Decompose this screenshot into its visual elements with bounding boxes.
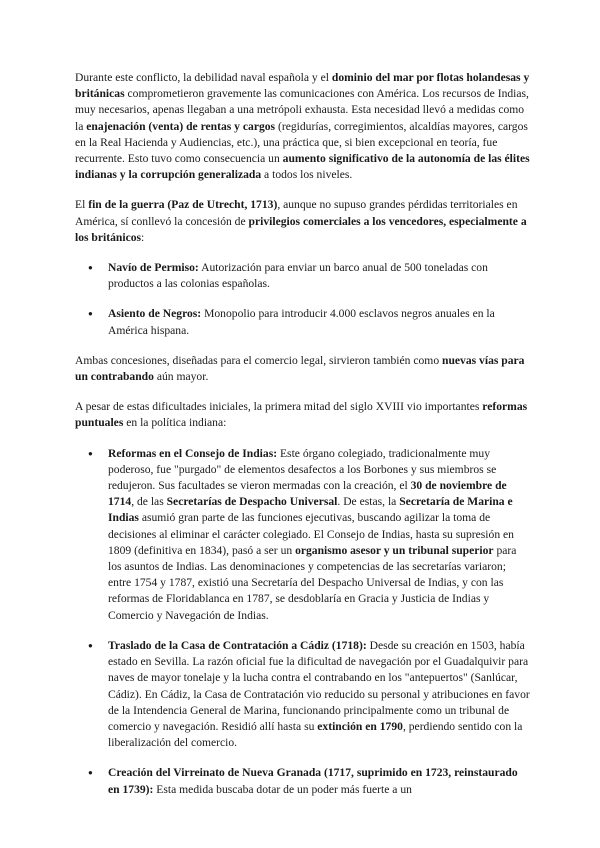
bold-text: aumento significativo de la autonomía de las élites indianas y la corrupción generalizada [75, 152, 530, 182]
privileges-list [75, 260, 530, 339]
bold-text: Creación del Virreinato de Nueva Granada (1717, suprimido en 1723, reinstaurado en 1739): [108, 766, 518, 796]
paragraph-end-of-war [75, 197, 530, 246]
text: Desde su creación en 1503, había estado en Sevilla. La razón oficial fue la dificultad de navegación por el Guadalquivir para naves de mayor tonelaje y la lucha contra el contrabando en los "antepuertos" (Sanlúcar, Cádiz). En Cádiz, la Casa de Contratación vio reducido su personal y atribuciones en favor de la Intendencia General de Marina, funcionando principalmente como un tribunal de comercio y navegación. Residió allí hasta su [108, 638, 530, 733]
text: comprometieron gravemente las comunicaciones con América. Los recursos de Indias, muy necesarios, apenas llegaban a una metrópoli exhausta. Esta necesidad llevó a medidas como la [75, 87, 529, 133]
bold-text: Navío de Permiso: [108, 261, 199, 275]
bold-text: Reformas en el Consejo de Indias: [108, 446, 278, 460]
text: Durante este conflicto, la debilidad naval española y el [75, 71, 332, 84]
bold-text: nuevas vías para un contrabando [75, 353, 525, 384]
list-item-virreinato [108, 765, 530, 797]
reforms-list [75, 446, 530, 798]
text: Este órgano colegiado, tradicionalmente muy poderoso, fue "purgado" de elementos desafectos a los Borbones y sus miembros se redujeron. Sus facultades se vieron mermadas con la creación, el [108, 446, 497, 493]
bold-text: Asiento de Negros: [108, 307, 202, 321]
text: Esta medida buscaba dotar de un poder más fuerte a un [153, 782, 412, 796]
bold-text: reformas puntuales [75, 400, 528, 430]
bold-text: Traslado de la Casa de Contratación a Cádiz (1718): [108, 638, 367, 652]
text: asumió gran parte de las funciones ejecutivas, buscando agilizar la toma de decisiones al eliminar el carácter colegiado. El Consejo de Indias, hasta su supresión en 1809 (definitiva en 1834), pasó a ser un [108, 511, 514, 557]
text: , de las [131, 495, 167, 509]
bold-text: privilegios comerciales a los vencedores, especialmente a los británicos [75, 214, 527, 244]
text: aún mayor. [153, 370, 209, 384]
bold-text: Secretaría de Marina e Indias [108, 495, 513, 525]
text: A pesar de estas dificultades iniciales, la primera mitad del siglo XVIII vio importantes [75, 400, 483, 414]
text: para los asuntos de Indias. Las denominaciones y competencias de las secretarías variaron; entre 1754 y 1787, existió una Secretaría del Despacho Universal de Indias, y con las reformas de Floridablanca en 1787, se desdoblaría en Gracia y Justicia de Indias y Comercio y Navegación de Indias. [108, 543, 517, 622]
text: El [75, 198, 89, 212]
text: . De estas, la [337, 495, 400, 509]
paragraph-concessions [75, 353, 530, 385]
list-item-consejo [108, 446, 530, 624]
bold-text: fin de la guerra (Paz de Utrecht, 1713) [88, 198, 278, 212]
text: Ambas concesiones, diseñadas para el comercio legal, sirvieron también como [75, 353, 443, 367]
bold-text: Secretarías de Despacho Universal [166, 495, 338, 509]
paragraph-reforms-intro [75, 399, 530, 431]
bold-text: dominio del mar por flotas holandesas y británicas [75, 71, 530, 101]
paragraph-war-conflict [75, 70, 530, 183]
bold-text: organismo asesor y un tribunal superior [295, 543, 494, 557]
text: Monopolio para introducir 4.000 esclavos negros anuales en la América hispana. [108, 307, 495, 337]
text: , perdiendo sentido con la liberalización del comercio. [108, 719, 523, 750]
text: a todos los niveles. [261, 168, 353, 182]
list-item-casa-contratacion [108, 638, 530, 751]
list-item [108, 306, 530, 338]
text: Autorización para enviar un barco anual de 500 toneladas con productos a las colonias españolas. [108, 261, 488, 291]
text: en la política indiana: [123, 416, 227, 430]
text: , aunque no supuso grandes pérdidas territoriales en América, sí conllevó la concesión de [75, 198, 518, 228]
list-item [108, 260, 530, 292]
bold-text: enajenación (venta) de rentas y cargos [86, 119, 276, 133]
text: : [141, 230, 145, 244]
text: (regidurías, corregimientos, alcaldías mayores, cargos en la Real Hacienda y Audiencias, etc.), una práctica que, si bien excepcional en teoría, fue recurrente. Esto tuvo como consecuencia un [75, 119, 528, 166]
bold-text: 30 de noviembre de 1714 [108, 479, 507, 509]
bold-text: extinción en 1790 [317, 719, 403, 733]
